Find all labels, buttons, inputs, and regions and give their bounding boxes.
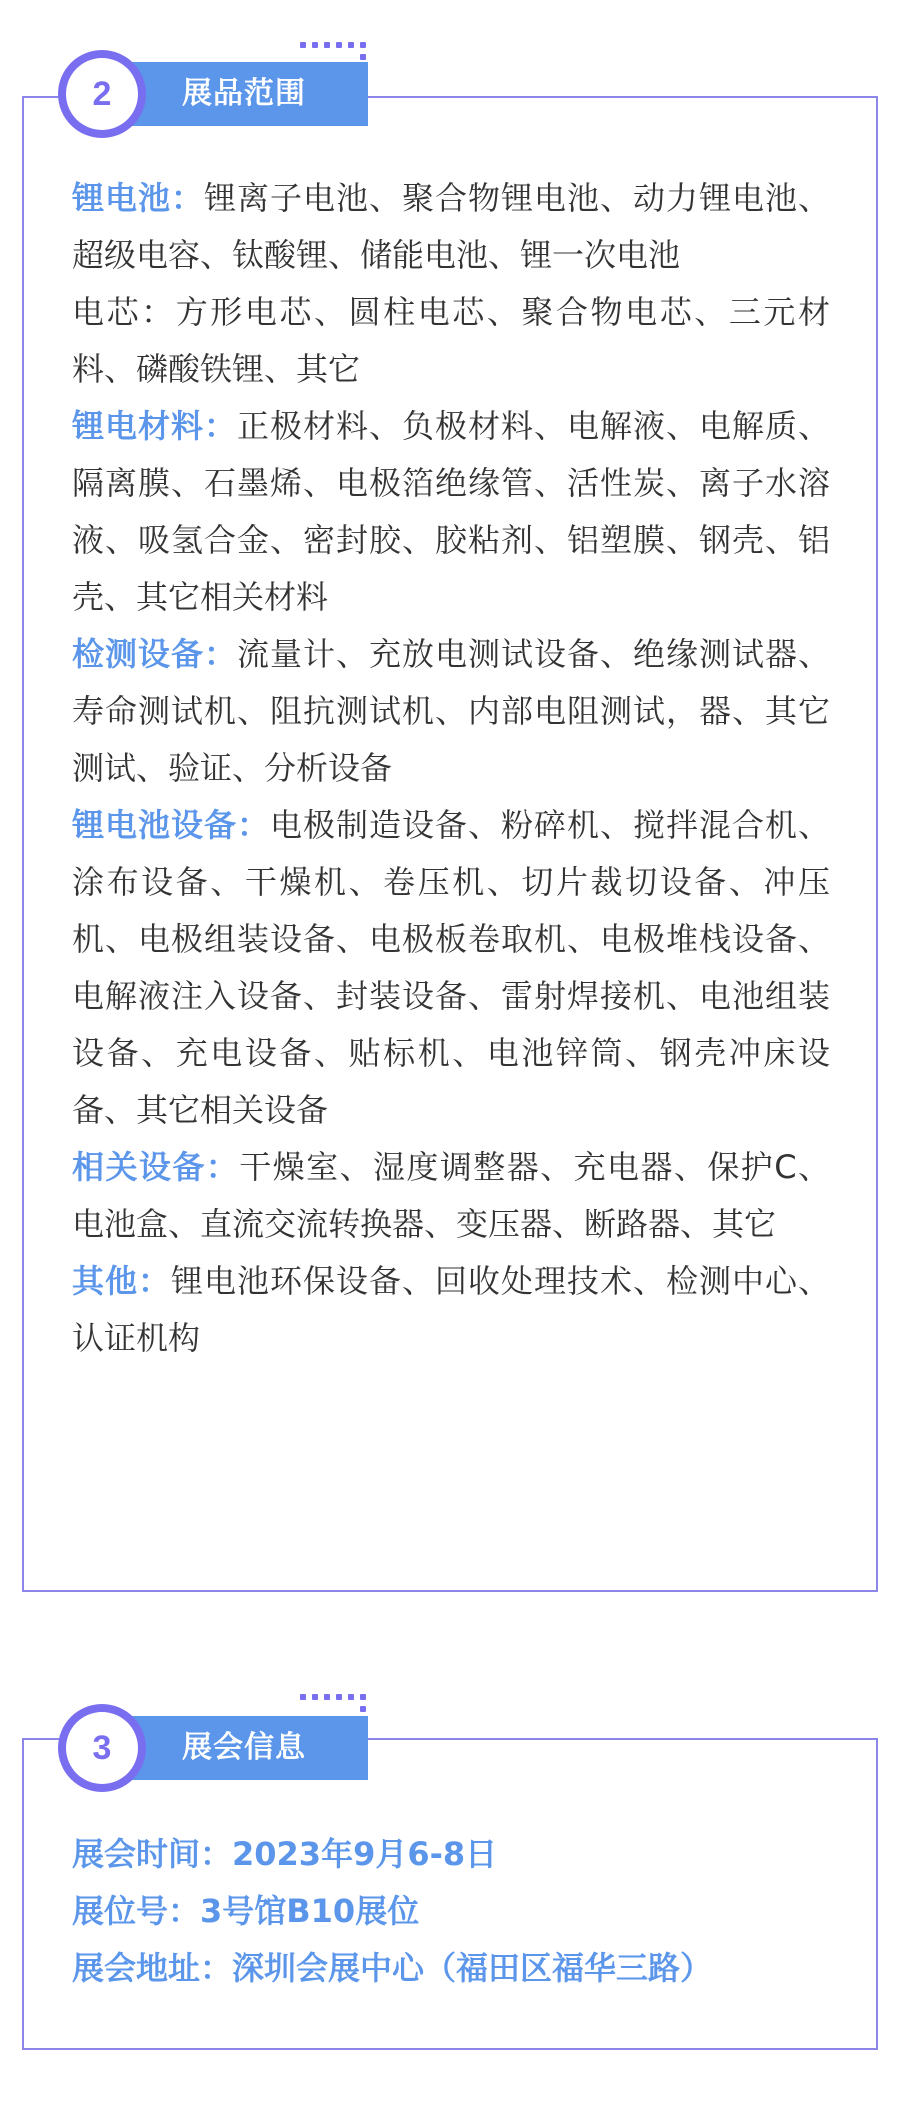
- list-item: [72, 1253, 830, 1367]
- list-item: [72, 797, 830, 1139]
- list-item: [72, 626, 830, 797]
- item-label: 检测设备：: [72, 635, 237, 673]
- item-text: 干燥室、湿度调整器、充电器、保护C、电池盒、直流交流转换器、变压器、断路器、其它: [72, 1148, 830, 1243]
- item-text: 正极材料、负极材料、电解液、电解质、隔离膜、石墨烯、电极箔绝缘管、活性炭、离子水溶液、吸氢合金、密封胶、胶粘剂、铝塑膜、钢壳、铝壳、其它相关材料: [72, 407, 830, 616]
- item-label: 其他：: [72, 1262, 171, 1300]
- list-item: [72, 170, 830, 284]
- item-label: 锂电池设备：: [72, 806, 270, 844]
- item-label: 锂电池：: [72, 179, 204, 217]
- list-item: [72, 284, 830, 398]
- item-text: 流量计、充放电测试设备、绝缘测试器、寿命测试机、阻抗测试机、内部电阻测试，器、其它测试、验证、分析设备: [72, 635, 830, 787]
- item-text: 锂离子电池、聚合物锂电池、动力锂电池、超级电容、钛酸锂、储能电池、锂一次电池: [72, 179, 830, 274]
- exhibition-address: 展会地址：深圳会展中心（福田区福华三路）: [72, 1949, 713, 1987]
- exhibition-date: 展会时间：2023年9月6-8日: [72, 1835, 498, 1873]
- item-text: 电芯：方形电芯、圆柱电芯、聚合物电芯、三元材料、磷酸铁锂、其它: [72, 293, 830, 388]
- list-item: [72, 398, 830, 626]
- section-title: 展品范围: [182, 76, 306, 111]
- item-label: 锂电材料：: [72, 407, 237, 445]
- exhibit-list: [72, 170, 830, 1367]
- section-title: 展会信息: [182, 1730, 306, 1765]
- section-number: 3: [66, 1712, 138, 1784]
- booth-number: 展位号：3号馆B10展位: [72, 1892, 420, 1930]
- section-number-badge: [58, 1704, 146, 1792]
- section-number-badge: [58, 50, 146, 138]
- item-text: 电极制造设备、粉碎机、搅拌混合机、涂布设备、干燥机、卷压机、切片裁切设备、冲压机、电极组装设备、电极板卷取机、电极堆栈设备、电解液注入设备、封装设备、雷射焊接机、电池组装设备、充电设备、贴标机、电池锌筒、钢壳冲床设备、其它相关设备: [72, 806, 830, 1129]
- exhibition-info: [72, 1826, 830, 1997]
- item-text: 锂电池环保设备、回收处理技术、检测中心、认证机构: [72, 1262, 830, 1357]
- section-number: 2: [66, 58, 138, 130]
- item-label: 相关设备：: [72, 1148, 240, 1186]
- list-item: [72, 1139, 830, 1253]
